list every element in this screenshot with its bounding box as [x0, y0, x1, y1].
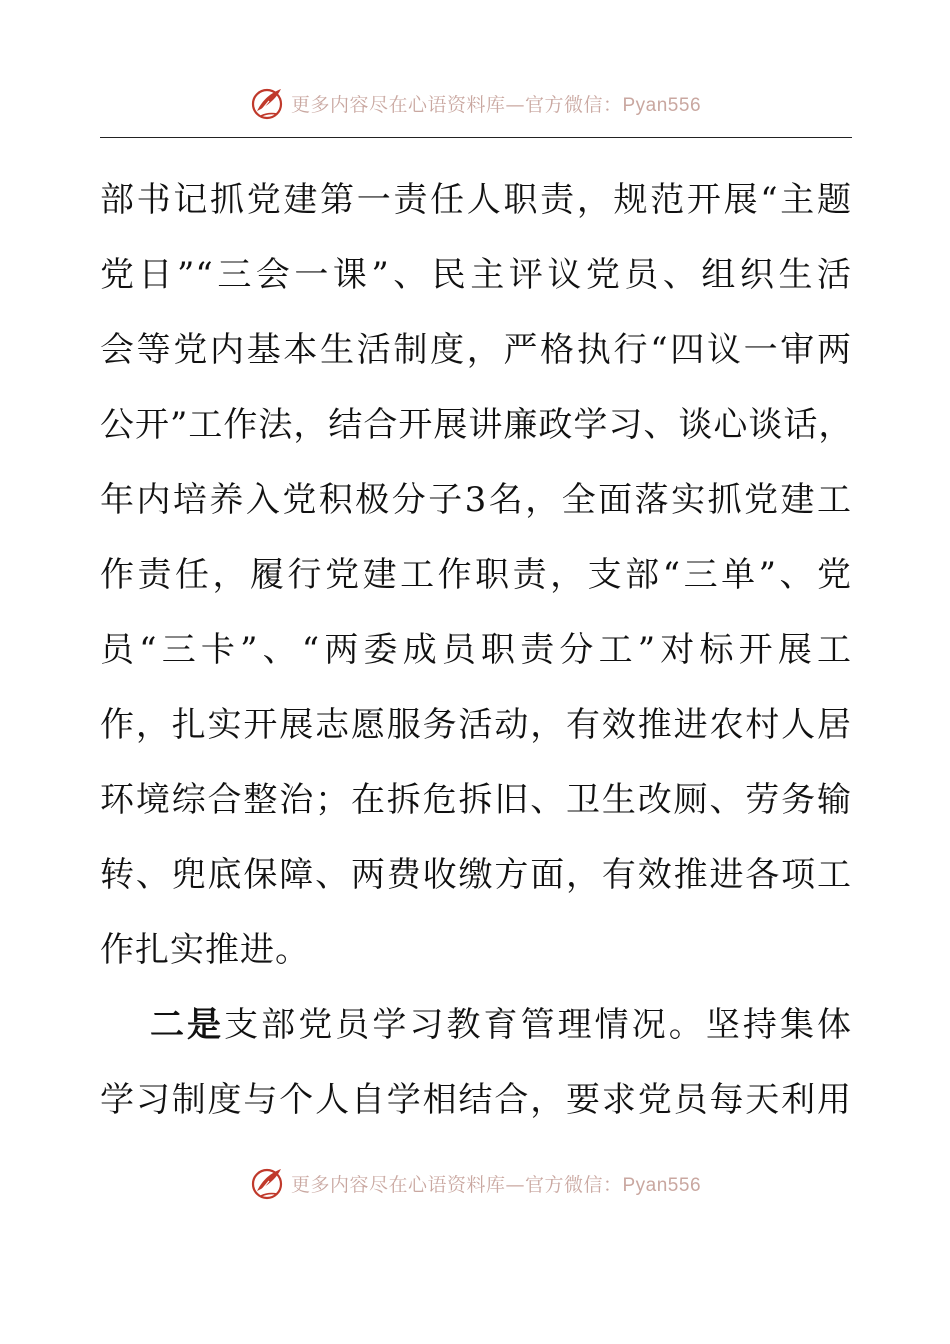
section-heading-line [100, 988, 852, 1063]
section-lead: 二是 [150, 1005, 225, 1045]
paragraph-line: 作责任，履行党建工作职责，支部“三单”、党 [100, 555, 852, 595]
paragraph-line: 学习制度与个人自学相结合，要求党员每天利用 [100, 1080, 852, 1120]
paragraph-line: 党日”“三会一课”、民主评议党员、组织生活 [100, 255, 852, 295]
footer-watermark [0, 1163, 950, 1203]
watermark-text: 更多内容尽在心语资料库—官方微信：Pyan556 [290, 1173, 702, 1196]
quill-logo-icon [249, 1165, 285, 1201]
paragraph-line: 作扎实推进。 [100, 930, 310, 970]
paragraph-line: 会等党内基本生活制度，严格执行“四议一审两 [100, 330, 852, 370]
watermark-handle: Pyan556 [622, 94, 702, 116]
watermark-handle: Pyan556 [622, 1174, 702, 1196]
paragraph-line: 部书记抓党建第一责任人职责，规范开展“主题 [100, 180, 852, 220]
header-divider [100, 137, 852, 138]
paragraph-line: 作，扎实开展志愿服务活动，有效推进农村人居 [100, 705, 852, 745]
document-body [100, 163, 852, 1138]
paragraph-line: 员“三卡”、“两委成员职责分工”对标开展工 [100, 630, 852, 670]
paragraph-line: 转、兜底保障、两费收缴方面，有效推进各项工 [100, 855, 852, 895]
paragraph-line: 环境综合整治；在拆危拆旧、卫生改厕、劳务输 [100, 780, 852, 820]
quill-logo-icon [249, 85, 285, 121]
section-heading-text: 支部党员学习教育管理情况。坚持集体 [224, 1005, 853, 1045]
paragraph-line: 公开”工作法，结合开展讲廉政学习、谈心谈话， [100, 405, 854, 445]
paragraph-line: 年内培养入党积极分子3名，全面落实抓党建工 [100, 480, 852, 520]
header-watermark [0, 83, 950, 123]
watermark-text: 更多内容尽在心语资料库—官方微信：Pyan556 [290, 93, 702, 116]
